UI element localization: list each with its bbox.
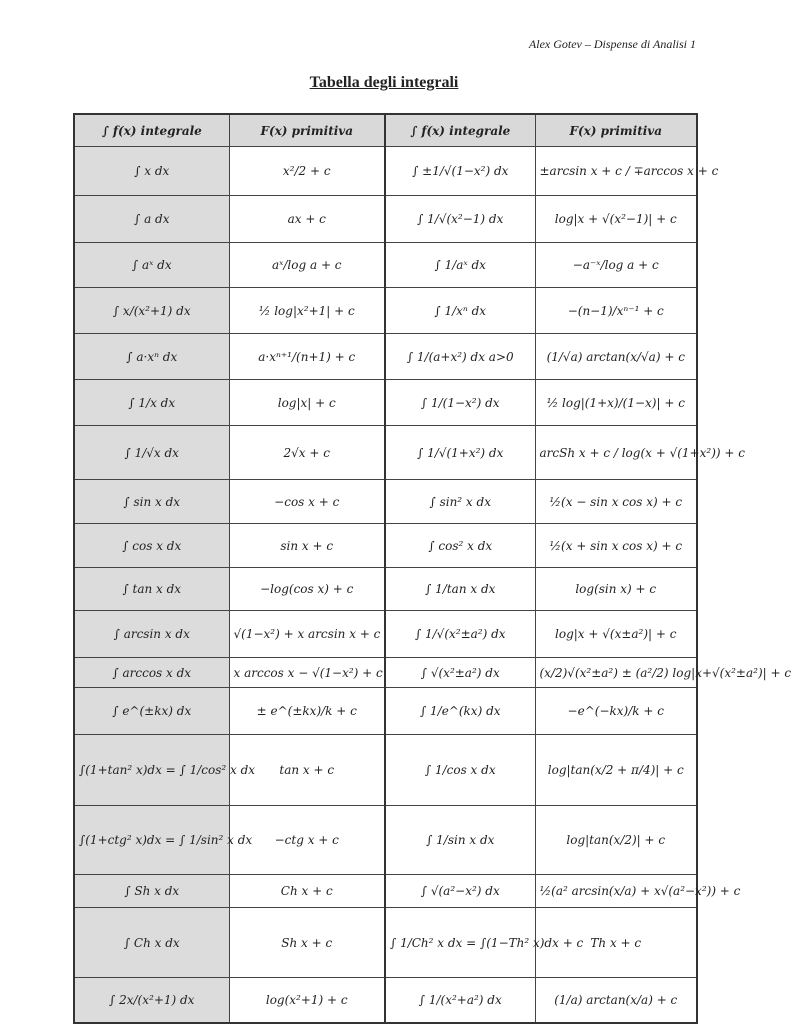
integral-cell: ∫ a·xⁿ dx xyxy=(74,334,229,380)
primitive-cell: Ch x + c xyxy=(229,875,385,908)
primitive-cell: Sh x + c xyxy=(229,908,385,978)
table-body xyxy=(74,147,791,1023)
table-row xyxy=(74,243,697,288)
integral-cell: ∫ 1/√x dx xyxy=(74,426,229,480)
table-row xyxy=(74,735,697,806)
primitive-cell: ½(x + sin x cos x) + c xyxy=(535,524,697,568)
integral-cell: ∫ 2x/(x²+1) dx xyxy=(74,978,229,1023)
primitive-cell: −(n−1)/xⁿ⁻¹ + c xyxy=(535,288,697,334)
primitive-cell: ax + c xyxy=(229,196,385,243)
integral-cell: ∫ aˣ dx xyxy=(74,243,229,288)
integral-cell: ∫ 1/sin x dx xyxy=(385,806,535,875)
table-row xyxy=(74,426,697,480)
integral-cell: ∫ 1/aˣ dx xyxy=(385,243,535,288)
primitive-cell: (1/√a) arctan(x/√a) + c xyxy=(535,334,697,380)
integral-cell: ∫ 1/cos x dx xyxy=(385,735,535,806)
primitive-cell: aˣ/log a + c xyxy=(229,243,385,288)
integral-cell: ∫ 1/Ch² x dx = ∫(1−Th² x)dx + c xyxy=(385,908,535,978)
integral-cell: ∫ 1/x dx xyxy=(74,380,229,426)
primitive-cell: log|x + √(x²−1)| + c xyxy=(535,196,697,243)
primitive-cell: arcSh x + c / log(x + √(1+x²)) + c xyxy=(535,426,697,480)
table-row xyxy=(74,806,697,875)
table-row xyxy=(74,196,697,243)
table-row xyxy=(74,380,697,426)
primitive-cell: Th x + c xyxy=(535,908,697,978)
primitive-cell: ½(x − sin x cos x) + c xyxy=(535,480,697,524)
table-row xyxy=(74,658,697,688)
page-header: Alex Gotev – Dispense di Analisi 1 xyxy=(528,37,696,51)
integral-cell: ∫ 1/xⁿ dx xyxy=(385,288,535,334)
primitive-cell: ± e^(±kx)/k + c xyxy=(229,688,385,735)
table-row xyxy=(74,908,697,978)
primitive-cell: (1/a) arctan(x/a) + c xyxy=(535,978,697,1023)
primitive-cell: tan x + c xyxy=(229,735,385,806)
primitive-cell: ½(a² arcsin(x/a) + x√(a²−x²)) + c xyxy=(535,875,697,908)
integral-cell: ∫ Sh x dx xyxy=(74,875,229,908)
table-row xyxy=(74,288,697,334)
primitive-cell: log(x²+1) + c xyxy=(229,978,385,1023)
column-header: ∫ f(x) integrale xyxy=(74,114,229,147)
integral-cell: ∫ 1/√(x²−1) dx xyxy=(385,196,535,243)
primitive-cell: √(1−x²) + x arcsin x + c xyxy=(229,611,385,658)
primitive-cell: x²/2 + c xyxy=(229,147,385,196)
page-title: Tabella degli integrali xyxy=(309,74,459,91)
integral-cell: ∫ Ch x dx xyxy=(74,908,229,978)
table-row xyxy=(74,978,697,1023)
primitive-cell: −e^(−kx)/k + c xyxy=(535,688,697,735)
integral-cell: ∫ tan x dx xyxy=(74,568,229,611)
primitive-cell: ½ log|x²+1| + c xyxy=(229,288,385,334)
primitive-cell: a·xⁿ⁺¹/(n+1) + c xyxy=(229,334,385,380)
table-row xyxy=(74,524,697,568)
primitive-cell: log(sin x) + c xyxy=(535,568,697,611)
primitive-cell: ½ log|(1+x)/(1−x)| + c xyxy=(535,380,697,426)
integral-cell: ∫ a dx xyxy=(74,196,229,243)
integral-cell: ∫ 1/√(1+x²) dx xyxy=(385,426,535,480)
primitive-cell: log|tan(x/2)| + c xyxy=(535,806,697,875)
integral-cell: ∫ √(a²−x²) dx xyxy=(385,875,535,908)
integral-cell: ∫ 1/(1−x²) dx xyxy=(385,380,535,426)
primitive-cell: (x/2)√(x²±a²) ± (a²/2) log|x+√(x²±a²)| + c xyxy=(535,658,697,688)
table-row xyxy=(74,875,697,908)
integral-cell: ∫ 1/(a+x²) dx a>0 xyxy=(385,334,535,380)
primitive-cell: ±arcsin x + c / ∓arccos x + c xyxy=(535,147,697,196)
integral-cell: ∫ e^(±kx) dx xyxy=(74,688,229,735)
table-row xyxy=(74,611,697,658)
column-header: F(x) primitiva xyxy=(535,114,697,147)
integral-cell: ∫ x/(x²+1) dx xyxy=(74,288,229,334)
primitive-cell: −cos x + c xyxy=(229,480,385,524)
primitive-cell: log|tan(x/2 + π/4)| + c xyxy=(535,735,697,806)
column-header: ∫ f(x) integrale xyxy=(385,114,535,147)
table-row xyxy=(74,688,697,735)
primitive-cell: sin x + c xyxy=(229,524,385,568)
integral-cell: ∫ cos² x dx xyxy=(385,524,535,568)
primitive-cell: 2√x + c xyxy=(229,426,385,480)
primitive-cell: −a⁻ˣ/log a + c xyxy=(535,243,697,288)
integral-cell: ∫(1+ctg² x)dx = ∫ 1/sin² x dx xyxy=(74,806,229,875)
table-header-row xyxy=(74,114,697,147)
primitive-cell: −log(cos x) + c xyxy=(229,568,385,611)
integrals-table xyxy=(73,113,791,1024)
integral-cell: ∫ arcsin x dx xyxy=(74,611,229,658)
integral-cell: ∫ 1/√(x²±a²) dx xyxy=(385,611,535,658)
integral-cell: ∫ 1/(x²+a²) dx xyxy=(385,978,535,1023)
integral-cell: ∫ arccos x dx xyxy=(74,658,229,688)
primitive-cell: log|x| + c xyxy=(229,380,385,426)
integral-cell: ∫ 1/tan x dx xyxy=(385,568,535,611)
integral-cell: ∫ sin² x dx xyxy=(385,480,535,524)
integral-cell: ∫ ±1/√(1−x²) dx xyxy=(385,147,535,196)
integral-cell: ∫ x dx xyxy=(74,147,229,196)
table-row xyxy=(74,568,697,611)
primitive-cell: log|x + √(x±a²)| + c xyxy=(535,611,697,658)
integral-cell: ∫ √(x²±a²) dx xyxy=(385,658,535,688)
table-row xyxy=(74,334,697,380)
integral-cell: ∫ sin x dx xyxy=(74,480,229,524)
integral-cell: ∫ 1/e^(kx) dx xyxy=(385,688,535,735)
integral-cell: ∫ cos x dx xyxy=(74,524,229,568)
primitive-cell: −ctg x + c xyxy=(229,806,385,875)
integral-cell: ∫(1+tan² x)dx = ∫ 1/cos² x dx xyxy=(74,735,229,806)
column-header: F(x) primitiva xyxy=(229,114,385,147)
table-row xyxy=(74,480,697,524)
primitive-cell: x arccos x − √(1−x²) + c xyxy=(229,658,385,688)
table-row xyxy=(74,147,697,196)
